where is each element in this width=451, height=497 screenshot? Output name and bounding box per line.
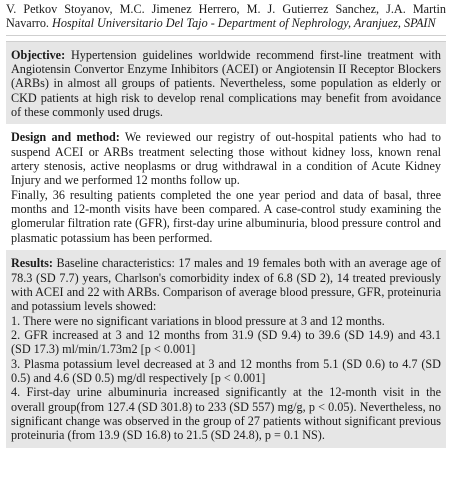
results-heading: Results: [11,256,53,271]
design-paragraph-2: Finally, 36 resulting patients completed the one year period and data of basal, three months and 12-month visits have been compared. A case-control study examining the glomerular filtration rate (GFR), first-day urine albuminuria, blood pressure control and plasmatic potassium has been performed. [11,187,441,245]
design-paragraph [11,130,441,187]
result-item-1: 1. There were no significant variations in blood pressure at 3 and 12 months. [11,313,385,328]
objective-section [6,42,446,125]
objective-heading: Objective: [11,47,66,62]
results-section [6,250,446,447]
objective-paragraph [11,48,441,120]
objective-text: Hypertension guidelines worldwide recommend first-line treatment with Angiotensin Convertor Enzyme Inhibitors (ACEI) or Angiotensin II Receptor Blockers (ARBs) in almost all groups of patients. Nevertheless, some population as elderly or CKD patients at high risk to develop renal complications may benefit from avoidance of these commonly used drugs. [11,47,442,120]
abstract-page [6,2,446,448]
result-item-2: 2. GFR increased at 3 and 12 months from 31.9 (SD 9.4) to 39.6 (SD 14.9) and 43.1 (SD 17.3) ml/min/1.73m2 [p < 0.001] [11,327,441,357]
affiliation-text: Hospital Universitario Del Tajo - Department of Nephrology, Aranjuez, SPAIN [52,16,436,31]
design-heading: Design and method: [11,130,120,145]
section-divider [6,35,446,42]
authors-text: V. Petkov Stoyanov, M.C. Jimenez Herrero, M. J. Gutierrez Sanchez, J.A. Martin Navarro. [6,2,446,31]
author-line [6,2,446,31]
design-section [6,124,446,250]
result-item-4: 4. First-day urine albuminuria increased significantly at the 12-month visit in the overall group(from 127.4 (SD 301.8) to 233 (SD 557) mg/g, p < 0.05). Nevertheless, no significant change was observed in the group of 27 patients without significant previous proteinuria (from 13.9 (SD 16.8) to 21.5 (SD 24.8), p = 0.1 NS). [11,385,441,443]
results-paragraph [11,256,441,313]
results-text: Baseline characteristics: 17 males and 19 females both with an average age of 78.3 (SD 7.7) years, Charlson's comorbidity index of 6.8 (SD 2), 14 treated previously with ACEI and 22 with ARBs. Comparison of average blood pressure, GFR, proteinuria and potassium levels showed: [11,256,441,314]
result-item-3: 3. Plasma potassium level decreased at 3 and 12 months from 5.1 (SD 0.6) to 4.7 (SD 0.5) and 4.6 (SD 0.5) mg/dl respectively [p < 0.001] [11,356,441,385]
design-text: We reviewed our registry of out-hospital patients who had to suspend ACEI or ARBs treatment selecting those without kidney loss, known renal artery stenosis, active neoplasms or drug withdrawal in a condition of Acute Kidney Injury and we performed 12 months follow up. [11,130,442,188]
